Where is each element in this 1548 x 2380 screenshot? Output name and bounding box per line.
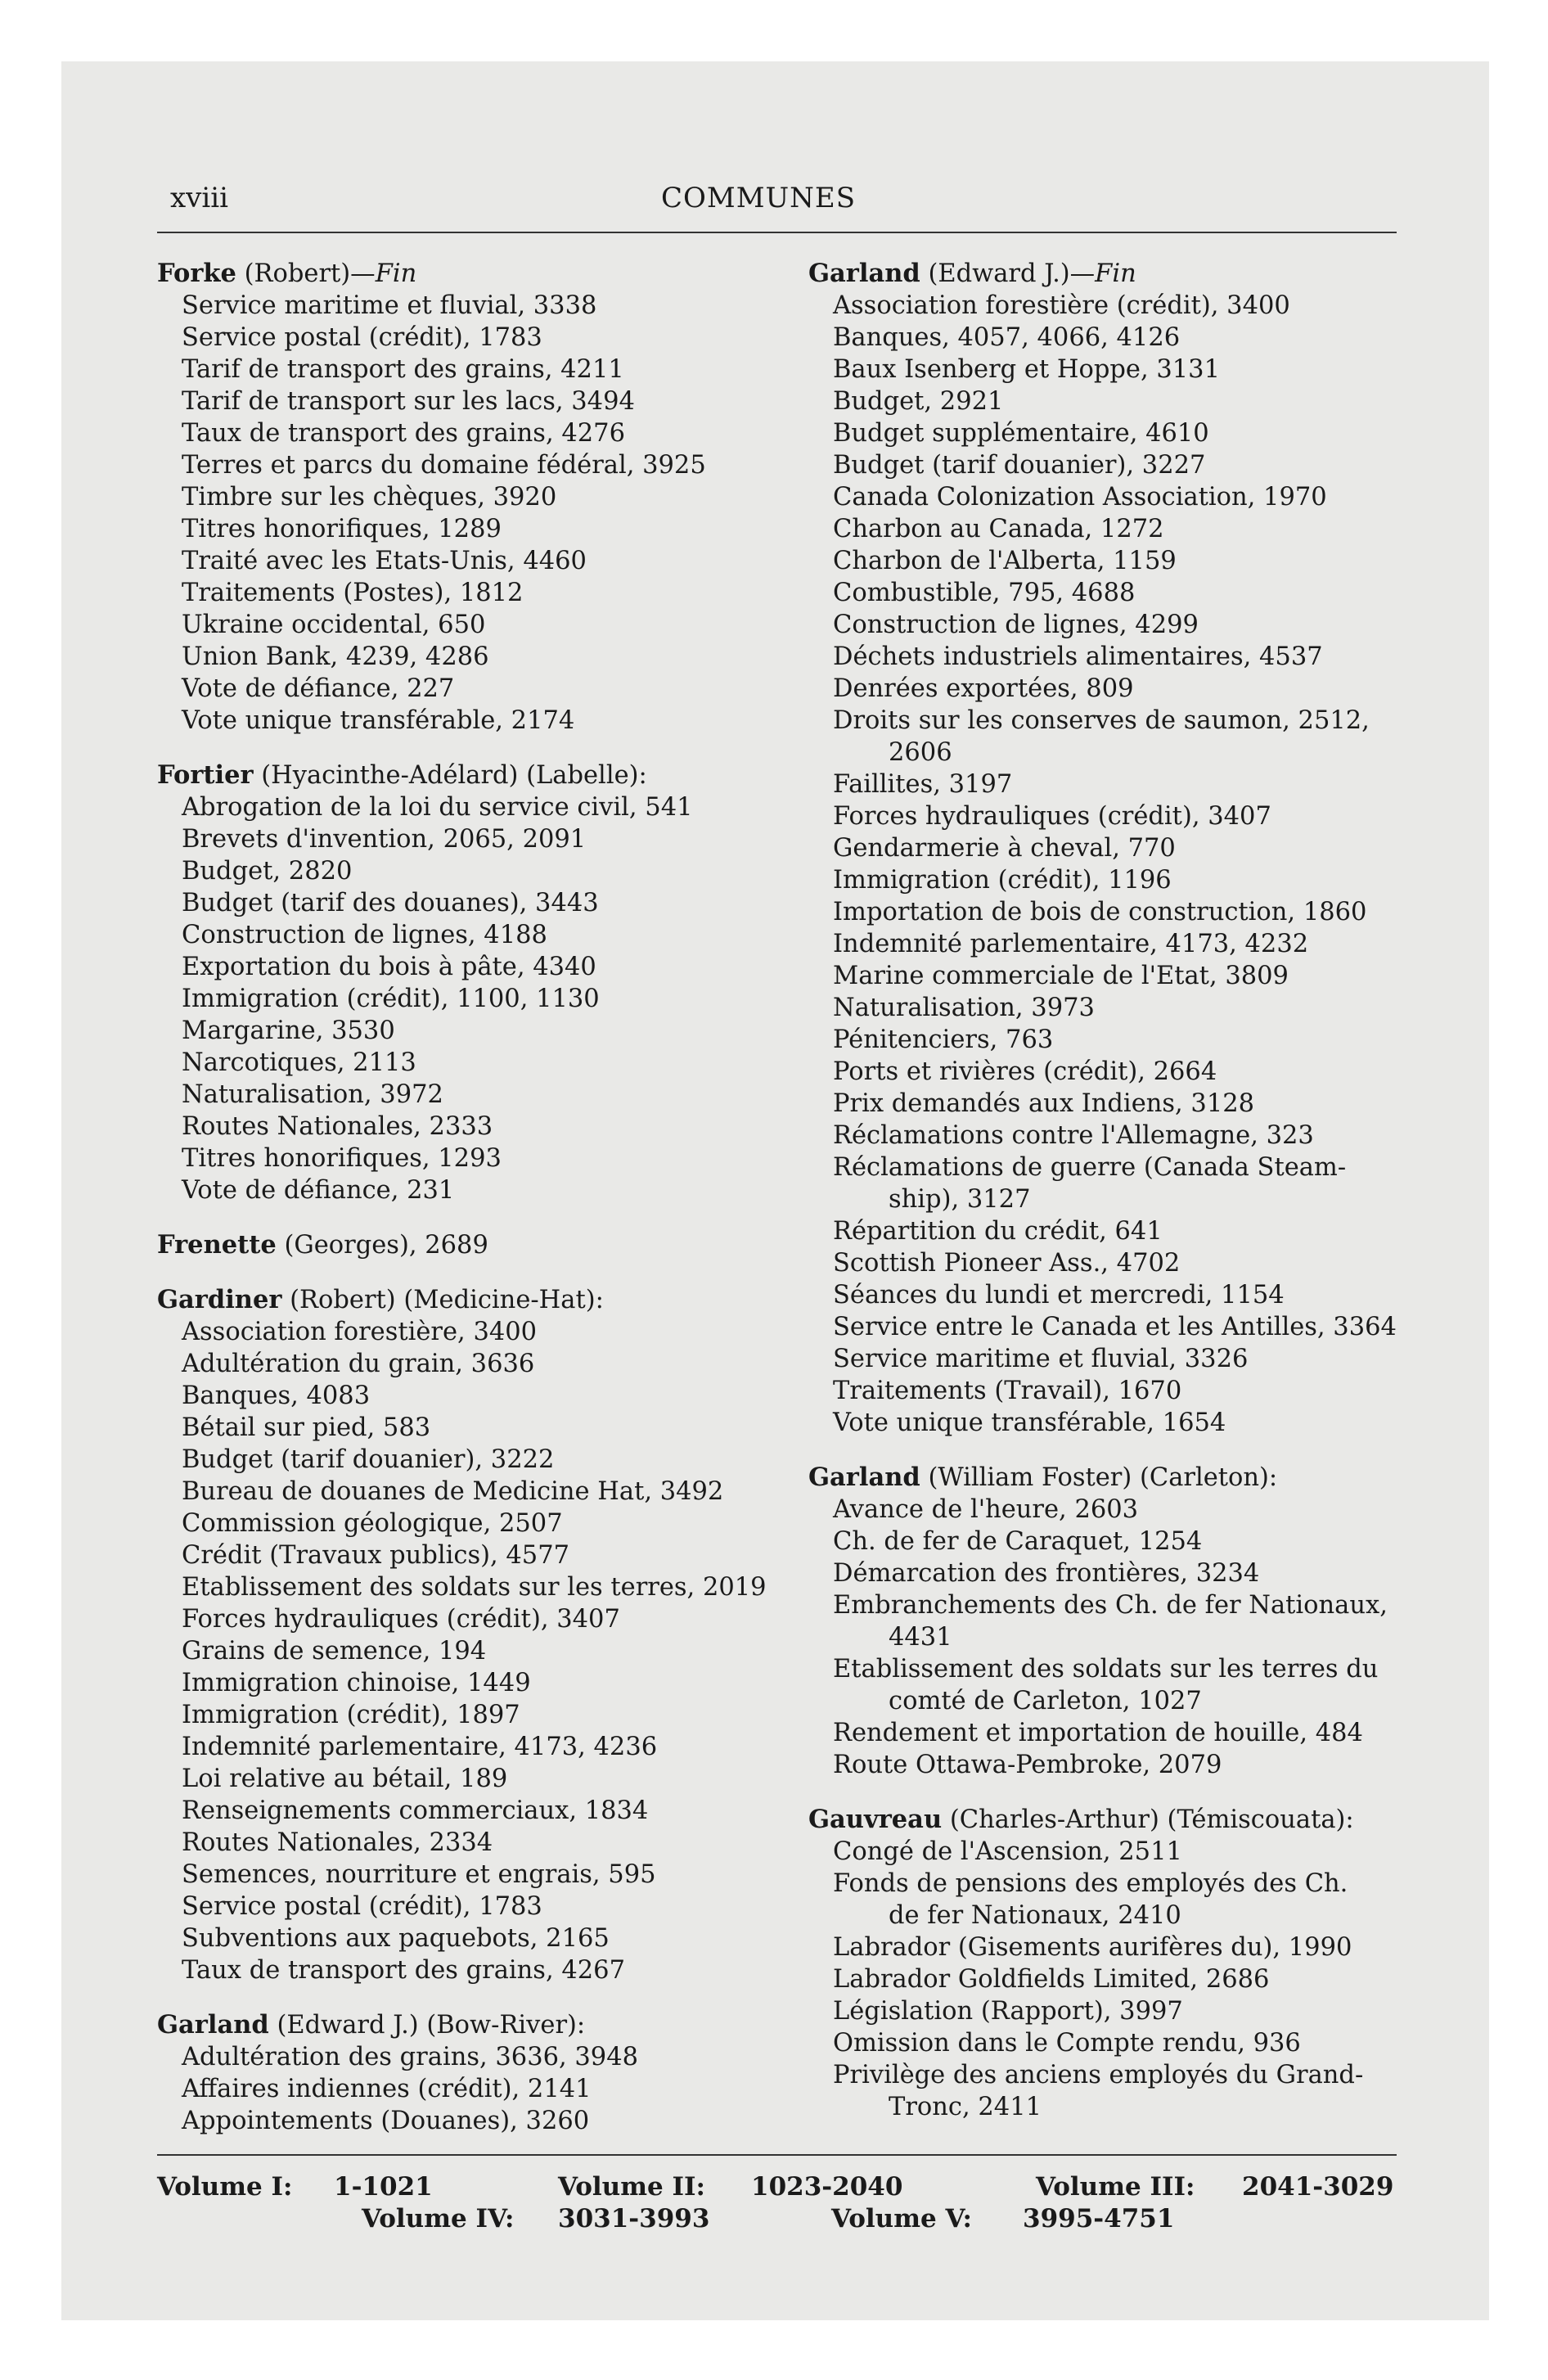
- index-subentry: Baux Isenberg et Hoppe, 3131: [833, 355, 1220, 384]
- member-details: (Edward J.) (Bow-River):: [277, 2011, 586, 2040]
- index-entry: [808, 1804, 1430, 2123]
- index-subentry: [808, 705, 1430, 769]
- entry-heading: [808, 1804, 1430, 1836]
- index-subentry: Commission géologique, 2507: [182, 1509, 563, 1538]
- index-subentry: Séances du lundi et mercredi, 1154: [833, 1281, 1285, 1309]
- index-subentry: Budget (tarif des douanes), 3443: [182, 889, 599, 917]
- member-name: Fortier: [157, 760, 254, 790]
- index-subentry: Combustible, 795, 4688: [833, 579, 1136, 607]
- index-subentry: Terres et parcs du domaine fédéral, 3925: [182, 451, 706, 480]
- index-subentry: Rendement et importation de houille, 484: [833, 1719, 1363, 1747]
- member-name: Garland: [808, 259, 920, 288]
- index-subentry: Subventions aux paquebots, 2165: [182, 1924, 610, 1953]
- index-subentry: Service entre le Canada et les Antilles, 3364: [833, 1313, 1397, 1341]
- member-name: Garland: [157, 2010, 269, 2040]
- index-entry: [808, 1462, 1430, 1781]
- index-subentry: Association forestière, 3400: [182, 1318, 538, 1346]
- index-subentry: Taux de transport des grains, 4276: [182, 419, 625, 448]
- index-subentry: Indemnité parlementaire, 4173, 4236: [182, 1733, 658, 1761]
- volume-2-label: Volume II:: [558, 2172, 705, 2202]
- subentry-text: Réclamations de guerre (Canada Steam-: [833, 1153, 1347, 1182]
- member-name: Gardiner: [157, 1285, 282, 1314]
- index-subentry: Budget, 2921: [833, 387, 1004, 416]
- index-subentry: Labrador (Gisements aurifères du), 1990: [833, 1933, 1352, 1962]
- index-subentry: Renseignements commerciaux, 1834: [182, 1796, 649, 1825]
- index-subentry: Taux de transport des grains, 4267: [182, 1956, 625, 1985]
- index-subentry: Scottish Pioneer Ass., 4702: [833, 1249, 1181, 1278]
- member-details: (William Foster) (Carleton):: [928, 1463, 1278, 1492]
- index-subentry: Réclamations contre l'Allemagne, 323: [833, 1121, 1314, 1150]
- index-subentry: Budget supplémentaire, 4610: [833, 419, 1209, 448]
- subentry-text: Etablissement des soldats sur les terres du: [833, 1655, 1379, 1684]
- entry-heading: [157, 760, 795, 791]
- index-subentry: Immigration (crédit), 1196: [833, 866, 1172, 895]
- index-subentry: Banques, 4057, 4066, 4126: [833, 323, 1181, 352]
- index-entry: [157, 1229, 795, 1261]
- header-rule: [157, 232, 1397, 233]
- index-subentry: Semences, nourriture et engrais, 595: [182, 1860, 656, 1889]
- entry-heading: [157, 2009, 795, 2041]
- subentry-text: Droits sur les conserves de saumon, 2512,: [833, 706, 1370, 735]
- index-subentry: Banques, 4083: [182, 1382, 371, 1410]
- member-details: (Robert)—: [244, 259, 376, 288]
- left-column: [157, 258, 795, 2160]
- index-subentry: Construction de lignes, 4299: [833, 611, 1199, 639]
- index-subentry: Service postal (crédit), 1783: [182, 1892, 542, 1921]
- index-subentry: Adultération des grains, 3636, 3948: [182, 2043, 639, 2071]
- index-subentry: Avance de l'heure, 2603: [833, 1495, 1139, 1524]
- index-subentry: Abrogation de la loi du service civil, 541: [182, 793, 693, 822]
- index-subentry: Traitements (Travail), 1670: [833, 1377, 1182, 1405]
- index-entry: [157, 1284, 795, 1986]
- index-subentry: Adultération du grain, 3636: [182, 1350, 535, 1378]
- index-subentry: Titres honorifiques, 1293: [182, 1144, 502, 1173]
- entry-heading: [157, 1284, 795, 1316]
- index-subentry: Immigration (crédit), 1897: [182, 1701, 520, 1729]
- index-subentry: Margarine, 3530: [182, 1016, 395, 1045]
- volume-4-range: 3031-3993: [558, 2204, 710, 2234]
- index-subentry: Ch. de fer de Caraquet, 1254: [833, 1527, 1203, 1556]
- index-subentry: Omission dans le Compte rendu, 936: [833, 2029, 1301, 2058]
- index-subentry: Service maritime et fluvial, 3326: [833, 1345, 1249, 1373]
- volume-2-range: 1023-2040: [751, 2172, 903, 2202]
- volume-1-range: 1-1021: [334, 2172, 433, 2202]
- index-subentry: Traité avec les Etats-Unis, 4460: [182, 547, 587, 575]
- index-subentry: Prix demandés aux Indiens, 3128: [833, 1089, 1255, 1118]
- volume-5-label: Volume V:: [831, 2204, 972, 2234]
- index-entry: [808, 258, 1430, 1439]
- subentry-continuation: comté de Carleton, 1027: [889, 1687, 1202, 1715]
- member-name: Gauvreau: [808, 1805, 943, 1834]
- index-subentry: Naturalisation, 3973: [833, 994, 1095, 1022]
- running-title: COMMUNES: [661, 182, 857, 214]
- index-entry: [157, 760, 795, 1206]
- index-subentry: Déchets industriels alimentaires, 4537: [833, 642, 1323, 671]
- member-name: Frenette: [157, 1230, 277, 1260]
- index-subentry: Routes Nationales, 2333: [182, 1112, 493, 1141]
- index-subentry: Naturalisation, 3972: [182, 1080, 443, 1109]
- index-subentry: Appointements (Douanes), 3260: [182, 2107, 590, 2135]
- index-subentry: Crédit (Travaux publics), 4577: [182, 1541, 570, 1570]
- index-entry: [157, 258, 795, 737]
- index-subentry: Immigration (crédit), 1100, 1130: [182, 985, 600, 1013]
- continuation-marker: Fin: [375, 259, 417, 288]
- index-subentry: Exportation du bois à pâte, 4340: [182, 953, 596, 981]
- subentry-text: Privilège des anciens employés du Grand-: [833, 2061, 1364, 2089]
- subentry-text: Embranchements des Ch. de fer Nationaux,: [833, 1591, 1388, 1620]
- index-subentry: Marine commerciale de l'Etat, 3809: [833, 962, 1289, 990]
- subentry-continuation: Tronc, 2411: [889, 2093, 1042, 2121]
- index-subentry: Ports et rivières (crédit), 2664: [833, 1057, 1217, 1086]
- index-subentry: Vote unique transférable, 2174: [182, 706, 575, 735]
- index-subentry: Denrées exportées, 809: [833, 674, 1134, 703]
- index-subentry: Tarif de transport des grains, 4211: [182, 355, 624, 384]
- index-subentry: Grains de semence, 194: [182, 1637, 487, 1666]
- right-column: [808, 258, 1430, 2146]
- index-subentry: Vote de défiance, 231: [182, 1176, 455, 1205]
- index-subentry: Démarcation des frontières, 3234: [833, 1559, 1260, 1588]
- member-name: Garland: [808, 1463, 920, 1492]
- member-details: (Edward J.)—: [928, 259, 1096, 288]
- index-entry: [157, 2009, 795, 2137]
- index-subentry: [808, 1589, 1430, 1653]
- index-subentry: Labrador Goldfields Limited, 2686: [833, 1965, 1270, 1994]
- index-subentry: Vote de défiance, 227: [182, 674, 455, 703]
- index-subentry: Législation (Rapport), 3997: [833, 1997, 1183, 2026]
- index-subentry: Bureau de douanes de Medicine Hat, 3492: [182, 1477, 724, 1506]
- index-subentry: Titres honorifiques, 1289: [182, 515, 502, 543]
- index-subentry: Tarif de transport sur les lacs, 3494: [182, 387, 635, 416]
- index-subentry: Répartition du crédit, 641: [833, 1217, 1163, 1246]
- index-subentry: Congé de l'Ascension, 2511: [833, 1837, 1182, 1866]
- index-subentry: [808, 1868, 1430, 1931]
- index-subentry: Service maritime et fluvial, 3338: [182, 291, 597, 320]
- member-details: (Charles-Arthur) (Témiscouata):: [949, 1805, 1354, 1834]
- index-subentry: Brevets d'invention, 2065, 2091: [182, 825, 587, 854]
- index-subentry: Charbon au Canada, 1272: [833, 515, 1164, 543]
- index-subentry: Budget, 2820: [182, 857, 353, 886]
- index-subentry: Bétail sur pied, 583: [182, 1413, 431, 1442]
- index-subentry: Construction de lignes, 4188: [182, 921, 547, 949]
- volume-3-label: Volume III:: [1036, 2172, 1195, 2202]
- entry-heading: [157, 258, 795, 290]
- subentry-continuation: de fer Nationaux, 2410: [889, 1901, 1181, 1930]
- member-name: Forke: [157, 259, 236, 288]
- index-subentry: Route Ottawa-Pembroke, 2079: [833, 1751, 1222, 1779]
- index-subentry: Routes Nationales, 2334: [182, 1828, 493, 1857]
- subentry-continuation: ship), 3127: [889, 1185, 1031, 1214]
- index-subentry: Affaires indiennes (crédit), 2141: [182, 2075, 592, 2103]
- index-subentry: [808, 1152, 1430, 1215]
- subentry-text: Fonds de pensions des employés des Ch.: [833, 1869, 1348, 1898]
- volume-3-range: 2041-3029: [1242, 2172, 1394, 2202]
- member-details: (Robert) (Medicine-Hat):: [290, 1286, 604, 1314]
- index-subentry: Forces hydrauliques (crédit), 3407: [182, 1605, 620, 1634]
- index-subentry: Traitements (Postes), 1812: [182, 579, 524, 607]
- index-subentry: Loi relative au bétail, 189: [182, 1765, 508, 1793]
- entry-heading: [157, 1229, 795, 1261]
- entry-heading: [808, 258, 1430, 290]
- subentry-continuation: 4431: [889, 1623, 952, 1652]
- index-subentry: Indemnité parlementaire, 4173, 4232: [833, 930, 1309, 958]
- index-subentry: Budget (tarif douanier), 3227: [833, 451, 1206, 480]
- index-subentry: [808, 2059, 1430, 2123]
- index-subentry: Pénitenciers, 763: [833, 1025, 1054, 1054]
- member-details: (Hyacinthe-Adélard) (Labelle):: [261, 761, 647, 790]
- subentry-continuation: 2606: [889, 738, 952, 767]
- page-number: xviii: [170, 182, 229, 214]
- index-subentry: Gendarmerie à cheval, 770: [833, 834, 1176, 863]
- member-details: (Georges), 2689: [284, 1231, 488, 1260]
- index-subentry: Faillites, 3197: [833, 770, 1013, 799]
- page-header: [170, 182, 1397, 214]
- index-subentry: [808, 1653, 1430, 1717]
- index-subentry: Association forestière (crédit), 3400: [833, 291, 1290, 320]
- index-subentry: Immigration chinoise, 1449: [182, 1669, 531, 1697]
- volume-4-label: Volume IV:: [362, 2204, 515, 2234]
- footer-rule: [157, 2154, 1397, 2156]
- index-subentry: Importation de bois de construction, 1860: [833, 898, 1367, 926]
- index-subentry: Union Bank, 4239, 4286: [182, 642, 489, 671]
- index-subentry: Forces hydrauliques (crédit), 3407: [833, 802, 1271, 831]
- index-subentry: Service postal (crédit), 1783: [182, 323, 542, 352]
- index-subentry: Narcotiques, 2113: [182, 1048, 416, 1077]
- index-subentry: Timbre sur les chèques, 3920: [182, 483, 557, 512]
- index-subentry: Budget (tarif douanier), 3222: [182, 1445, 555, 1474]
- volume-1-label: Volume I:: [157, 2172, 293, 2202]
- volume-5-range: 3995-4751: [1023, 2204, 1175, 2234]
- index-subentry: Charbon de l'Alberta, 1159: [833, 547, 1177, 575]
- index-subentry: Vote unique transférable, 1654: [833, 1409, 1226, 1437]
- entry-heading: [808, 1462, 1430, 1494]
- index-subentry: Canada Colonization Association, 1970: [833, 483, 1327, 512]
- continuation-marker: Fin: [1095, 259, 1136, 288]
- index-subentry: Etablissement des soldats sur les terres, 2019: [182, 1573, 767, 1602]
- index-subentry: Ukraine occidental, 650: [182, 611, 486, 639]
